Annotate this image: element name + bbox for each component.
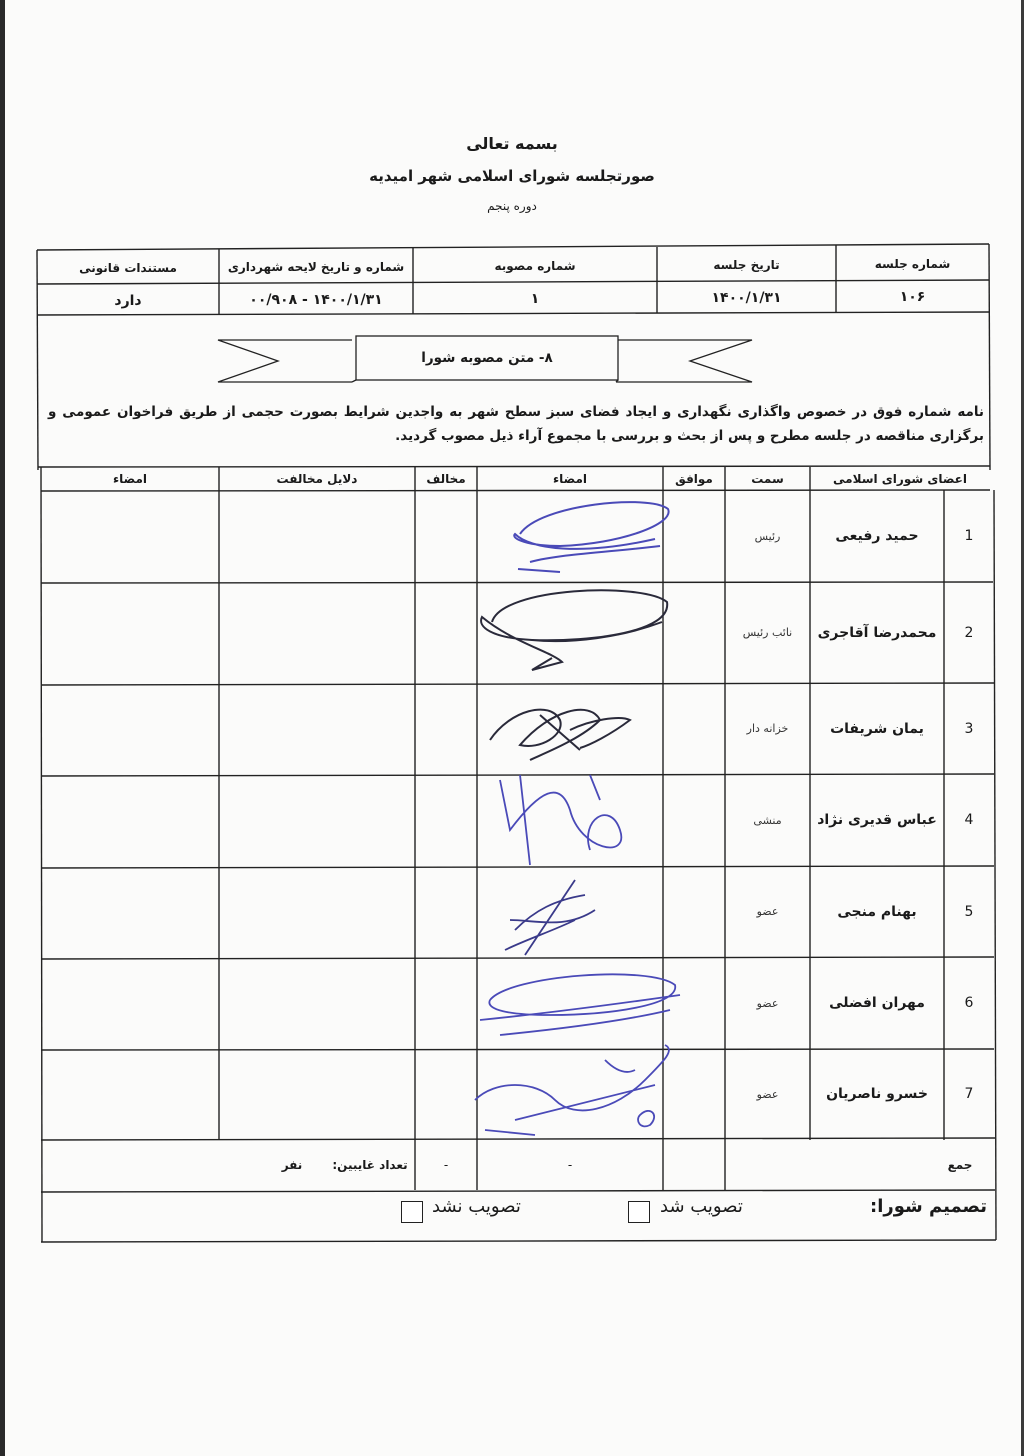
member-position: خزانه دار <box>746 722 789 735</box>
row-number: 7 <box>964 1086 974 1102</box>
legal-basis-value: دارد <box>114 292 142 309</box>
member-name: یمان شریفات <box>830 720 924 737</box>
absent-unit: نفر <box>281 1158 303 1172</box>
total-signature: - <box>567 1158 573 1172</box>
page-title: بسمه تعالی <box>466 134 558 153</box>
member-position: منشی <box>753 813 782 827</box>
signature-mark <box>472 582 672 677</box>
members-header: اعضای شورای اسلامی <box>833 471 967 486</box>
signature-mark <box>455 1040 695 1150</box>
member-position: عضو <box>756 996 779 1010</box>
member-name: محمدرضا آقاجری <box>817 624 937 641</box>
member-position: عضو <box>756 1087 779 1101</box>
resolution-text: نامه شماره فوق در خصوص واگذاری نگهداری و ایجاد فضای سبز سطح شهر به واجدین شرایط بصورت حجمی از طریق فراخوان عمومی و برگزاری مناقصه در جلسه مطرح و پس از بحث و بررسی با مجموع آراء ذیل مصوب گردید. <box>48 404 984 444</box>
banner-title: ۸- متن مصوبه شورا <box>421 350 553 366</box>
bill-number-value: ۱۴۰۰/۱/۳۱ - ۰۰/۹۰۸ <box>249 291 383 308</box>
legal-basis-header: مستندات قانونی <box>79 261 177 275</box>
council-period: دوره پنجم <box>487 199 537 213</box>
session-number-header: شماره جلسه <box>874 257 951 271</box>
member-name: مهران افضلی <box>829 995 925 1011</box>
row-number: 2 <box>964 624 974 641</box>
row-number: 4 <box>964 812 974 828</box>
decision-label: تصمیم شورا: <box>870 1196 988 1217</box>
member-position: نائب رئیس <box>742 626 793 639</box>
disagree-header: مخالف <box>426 471 466 486</box>
page-subtitle: صورتجلسه شورای اسلامی شهر امیدیه <box>369 167 655 185</box>
member-name: بهنام منجی <box>837 903 917 920</box>
signature-mark <box>495 870 615 970</box>
approved-checkbox[interactable] <box>628 1201 650 1223</box>
resolution-number-header: شماره مصوبه <box>494 259 576 273</box>
signature-mark <box>500 494 680 584</box>
resolution-number-value: ۱ <box>530 290 540 307</box>
row-number: 3 <box>964 720 974 737</box>
reasons-header: دلایل مخالفت <box>276 471 358 486</box>
signature-mark <box>470 960 690 1050</box>
session-date-header: تاریخ جلسه <box>713 258 780 272</box>
total-label: جمع <box>947 1158 973 1172</box>
member-name: خسرو ناصریان <box>826 1086 928 1102</box>
signature2-header: امضاء <box>113 471 148 486</box>
session-number-value: ۱۰۶ <box>899 288 926 305</box>
member-position: عضو <box>756 905 779 918</box>
signature-header: امضاء <box>553 471 588 486</box>
row-number: 1 <box>964 528 974 544</box>
position-header: سمت <box>751 471 784 486</box>
agree-header: موافق <box>675 471 713 486</box>
bill-number-header: شماره و تاریخ لایحه شهرداری <box>227 260 405 274</box>
session-date-value: ۱۴۰۰/۱/۳۱ <box>711 289 782 306</box>
row-number: 6 <box>964 995 974 1011</box>
member-name: عباس قدیری نژاد <box>817 812 937 828</box>
signature-mark <box>480 770 640 880</box>
member-position: رئیس <box>754 529 781 543</box>
row-number: 5 <box>964 903 974 920</box>
total-disagree: - <box>443 1158 449 1172</box>
member-name: حمید رفیعی <box>835 528 919 544</box>
absent-count-label: تعداد غایبین: <box>332 1158 408 1172</box>
approved-label: تصویب شد <box>660 1196 743 1217</box>
rejected-label: تصویب نشد <box>432 1196 521 1217</box>
signature-mark <box>480 690 640 770</box>
rejected-checkbox[interactable] <box>401 1201 423 1223</box>
